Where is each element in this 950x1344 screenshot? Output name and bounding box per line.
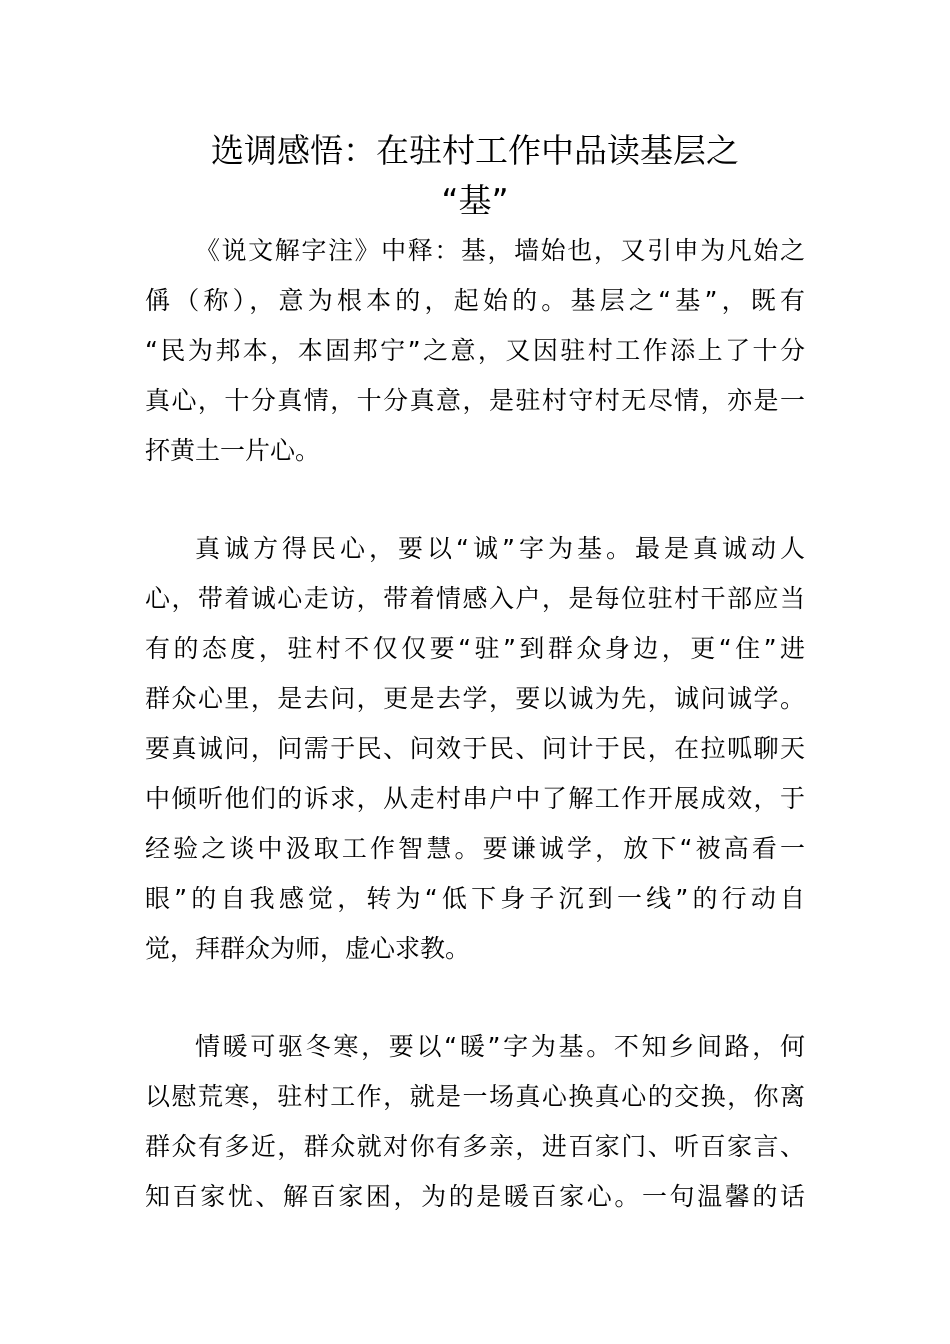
paragraph-3-line-4: 知百家忧、解百家困，为的是暖百家心。一句温馨的话 xyxy=(145,1182,805,1211)
paragraph-1-line-2: 偁（称），意为根本的，起始的。基层之“基”，既有 xyxy=(145,286,805,315)
paragraph-2-line-9: 觉，拜群众为师，虚心求教。 xyxy=(145,934,471,963)
paragraph-1-line-1: 《说文解字注》中释：基，墙始也，又引申为凡始之 xyxy=(195,236,805,265)
paragraph-2-line-4: 群众心里，是去问，更是去学，要以诚为先，诚问诚学。 xyxy=(145,684,805,713)
paragraph-1-line-3: “民为邦本，本固邦宁”之意，又因驻村工作添上了十分 xyxy=(145,336,805,365)
paragraph-2-line-7: 经验之谈中汲取工作智慧。要谦诚学，放下“被高看一 xyxy=(145,834,805,863)
paragraph-3-line-3: 群众有多近，群众就对你有多亲，进百家门、听百家言、 xyxy=(145,1132,805,1161)
paragraph-2-line-6: 中倾听他们的诉求，从走村串户中了解工作开展成效，于 xyxy=(145,784,805,813)
document-title-line-2: “基” xyxy=(441,181,509,220)
paragraph-1-line-4: 真心，十分真情，十分真意，是驻村守村无尽情，亦是一 xyxy=(145,386,805,415)
paragraph-2-line-8: 眼”的自我感觉，转为“低下身子沉到一线”的行动自 xyxy=(145,884,805,913)
paragraph-3-line-2: 以慰荒寒，驻村工作，就是一场真心换真心的交换，你离 xyxy=(145,1082,805,1111)
paragraph-2-line-2: 心，带着诚心走访，带着情感入户，是每位驻村干部应当 xyxy=(145,584,805,613)
paragraph-2-line-5: 要真诚问，问需于民、问效于民、问计于民，在拉呱聊天 xyxy=(145,734,805,763)
paragraph-3-line-1: 情暖可驱冬寒，要以“暖”字为基。不知乡间路，何 xyxy=(195,1032,805,1061)
paragraph-1-line-5: 抔黄土一片心。 xyxy=(145,436,321,465)
document-title-line-1: 选调感悟：在驻村工作中品读基层之 xyxy=(211,131,739,170)
paragraph-2-line-1: 真诚方得民心，要以“诚”字为基。最是真诚动人 xyxy=(195,534,805,563)
paragraph-2-line-3: 有的态度，驻村不仅仅要“驻”到群众身边，更“住”进 xyxy=(145,634,805,663)
